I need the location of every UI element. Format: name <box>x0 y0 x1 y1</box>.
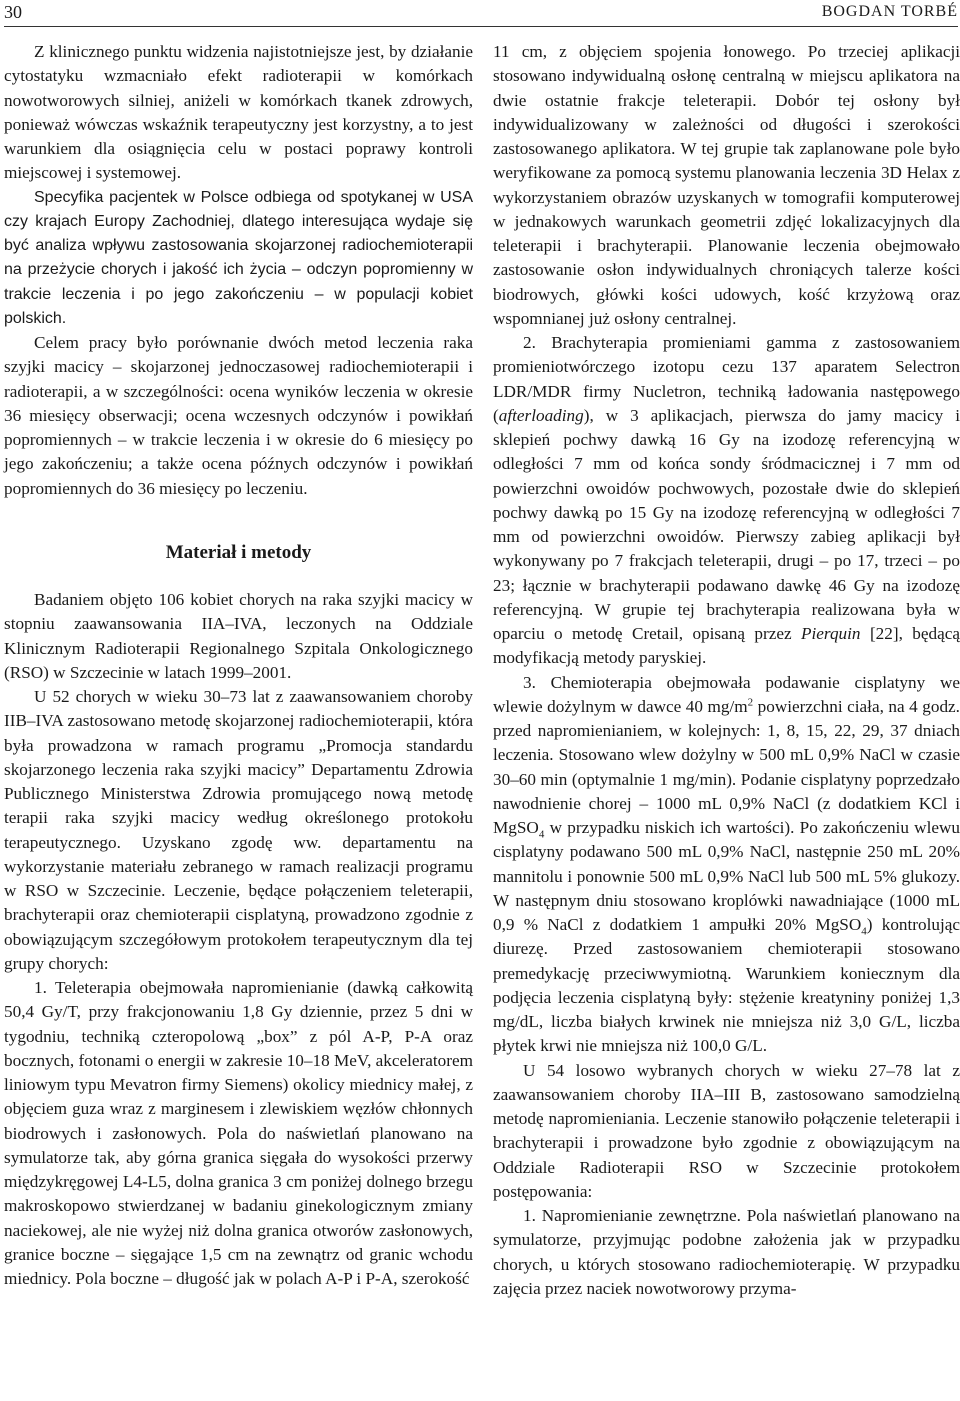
paragraph: Badaniem objęto 106 kobiet chorych na raka szyjki macicy w stopniu zaawansowania IIA–IVA, leczonych na Oddziale Klinicznym Radioterapii Regionalnego Szpitala Onkologicznego (RSO) w Szczecinie w latach 1999–2001. <box>4 590 473 682</box>
paragraph: 2. Brachyterapia promieniami gamma z zastosowaniem promieniotwórczego izotopu cezu 137 aparatem Selectron LDR/MDR firmy Nucletron, techniką ładowania następowego (afterloading), w 3 aplikacjach, pierwsza do jamy macicy i sklepień pochwy dawką 16 Gy na izodozę referencyjną w odległości 7 mm od końca sondy śródmacicznej i 7 mm od powierzchni owoidów pochwowych, pozostałe dwie do sklepień pochwy dawką po 15 Gy na izodozę referencyjną w odległości 7 mm od powierzchni owoidów. Pierwszy zabieg aplikacji był wykonywany po 7 frakcjach teleterapii, drugi – po 17, trzeci – po 23; łącznie w brachyterapii podawano dawkę 46 Gy na izodozę referencyjną. W grupie tej brachyterapia realizowana była w oparciu o metodę Cretail, opisaną przez Pierquin [22], będącą modyfikacją metody paryskiej. <box>493 333 960 668</box>
paragraph: 1. Napromienianie zewnętrzne. Pola naświetlań planowano na symulatorze, przyjmując podobne założenia jak w przypadku chorych, u których stosowano radiochemioterapię. W przypadku zajęcia przez naciek nowotworowy przyma- <box>493 1206 960 1298</box>
running-head: BOGDAN TORBÉ <box>821 3 958 20</box>
section-title: Materiał i metody <box>165 541 312 563</box>
right-column <box>493 40 960 1301</box>
paragraph: 1. Teleterapia obejmowała napromienianie (dawką całkowitą 50,4 Gy/T, przy frakcjonowaniu 1,8 Gy dziennie, przez 5 dni w tygodniu, techniką czteropolową „box” z pól A-P, P-A oraz bocznych, fotonami o energii w zakresie 10–18 MeV, akceleratorem liniowym typu Mevatron firmy Siemens) okolicy miednicy małej, z objęciem guza wraz z marginesem i zlewiskiem węzłów chłonnych biodrowych i zasłonowych. Pola do naświetlań planowano na symulatorze tak, aby górna granica sięgała do wysokości przerwy międzykręgowej L4-L5, dolna granica 3 cm poniżej dolnego brzegu makroskopowo stwierdzanej w badaniu ginekologicznym zmiany naciekowej, ale nie wyżej niż dolna granica otworów zasłonowych, granice boczne – sięgające 1,5 cm na zewnątrz od granic wchodu miednicy. Pola boczne – długość jak w polach A-P i P-A, szerokość <box>4 978 473 1288</box>
italic-term: afterloading <box>498 405 584 425</box>
header-rule <box>4 26 958 27</box>
paragraph: Celem pracy było porównanie dwóch metod leczenia raka szyjki macicy – skojarzonej jednoczasowej radiochemioterapii i radioterapii, a w szczególności: ocena wyników leczenia w okresie 36 miesięcy obserwacji; ocena wczesnych odczynów i powikłań popromiennych – w trakcie leczenia i w okresie do 6 miesięcy po jego zakończeniu; a także ocena późnych odczynów i powikłań popromiennych do 36 miesięcy po leczeniu. <box>4 333 473 498</box>
paragraph: Z klinicznego punktu widzenia najistotniejsze jest, by działanie cytostatyku wzmacniało efekt radioterapii w komórkach nowotworowych silniej, aniżeli w komórkach tkanek zdrowych, ponieważ wówczas wskaźnik terapeutyczny jest korzystny, a to jest warunkiem dla osiągnięcia celu w postaci poprawy kontroli miejscowej i systemowej. <box>4 42 473 183</box>
page-header <box>0 0 960 24</box>
paragraph: U 54 losowo wybranych chorych w wieku 27–78 lat z zaawansowaniem choroby IIA–III B, zastosowano samodzielną metodę napromieniania. Leczenie stanowiło połączenie teleterapii i brachyterapii i prowadzone było zgodnie z obowiązującym na Oddziale Radioterapii RSO w Szczecinie protokołem postępowania: <box>493 1060 960 1201</box>
author-name: Pierquin <box>801 624 861 643</box>
page-number: 30 <box>4 2 22 22</box>
paragraph: U 52 chorych w wieku 30–73 lat z zaawansowaniem choroby IIB–IVA zastosowano metodę skojarzonej radiochemioterapii, która była prowadzona w ramach programu „Promocja standardu skojarzonego leczenia raka szyjki macicy” Departamentu Zdrowia Publicznego Ministerstwa Zdrowia promującego nową metodę terapii raka szyjki macicy według określonego protokołu terapeutycznego. Uzyskano zgodę ww. departamentu na wykorzystanie materiału zebranego w ramach realizacji programu w RSO w Szczecinie. Leczenie, będące połączeniem teleterapii, brachyterapii oraz chemioterapii cisplatyną, prowadzono zgodnie z obowiązującym szczegółowym protokołem terapeutycznym dla tej grupy chorych: <box>4 687 473 973</box>
left-column <box>4 40 473 1291</box>
paragraph: 3. Chemioterapia obejmowała podawanie cisplatyny we wlewie dożylnym w dawce 40 $mg/m^2$ powierzchni ciała, na 4 godz. przed napromienianiem, w kolejnych: 1, 8, 15, 22, 29, 37 dniach leczenia. Stosowano wlew dożylny w 500 mL 0,9% NaCl w czasie 30–60 min (optymalnie 1 mg/min). Podanie cisplatyny poprzedzało nawodnienie chorej – 1000 mL 0,9% NaCl (z dodatkiem KCl i MgSO$_4$ w przypadku niskich ich wartości). Po zakończeniu wlewu cisplatyny podawano 500 mL 0,9% NaCl, następnie 250 mL 20% mannitolu i ponownie 500 mL 0,9% NaCl lub 500 mL 5% glukozy. W następnym dniu stosowano kroplówki nawadniające (1000 mL 0,9 % NaCl z dodatkiem 1 ampułki 20% MgSO$_4$) kontrolując diurezę. Przed zastosowaniem chemioterapii stosowano premedykację przeciwwymiotną. Warunkiem koniecznym dla podjęcia leczenia cisplatyną były: stężenie kreatyniny poniżej 1,3 mg/dL, liczba białych krwinek nie mniejsza niż 3,0 G/L, liczba płytek krwi nie mniejsza niż 100,0 G/L. <box>493 672 960 1056</box>
paragraph: Specyfika pacjentek w Polsce odbiega od spotykanej w USA czy krajach Europy Zachodniej, dlatego interesująca wydaje się być analiza wpływu zastosowania skojarzonej radiochemioterapii na przeżycie chorych i jakość ich życia – odczyn popromienny w trakcie leczenia i po jego zakończeniu – w populacji kobiet polskich. <box>4 188 473 327</box>
paragraph: 11 cm, z objęciem spojenia łonowego. Po trzeciej aplikacji stosowano indywidualną osłonę centralną w miejscu aplikatora na dwie ostatnie frakcje teleterapii. Dobór tej osłony był indywidualizowany w zależności od długości i szerokości zastosowanego aplikatora. W tej grupie tak zaplanowane pole było weryfikowane za pomocą systemu planowania leczenia 3D Helax z wykorzystaniem obrazów uzyskanych w tomografii komputerowej w jednakowych warunkach geometrii zdjęć lokalizacyjnych dla teleterapii i brachyterapii. Planowanie leczenia obejmowało zastosowanie osłon indywidualnych chroniących talerze kości biodrowych, główki kości udowych, kość krzyżową oraz wspomnianej już osłony centralnej. <box>493 42 960 328</box>
